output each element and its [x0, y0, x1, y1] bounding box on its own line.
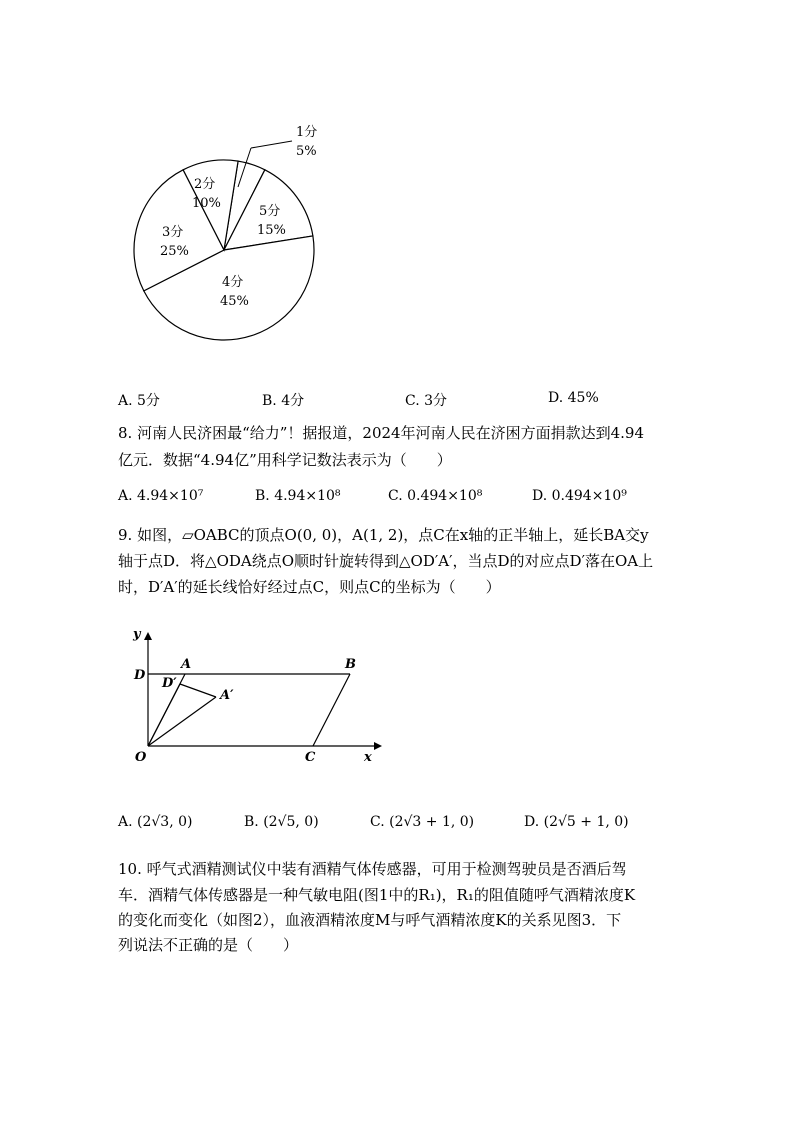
- segment-bc: [313, 674, 350, 746]
- q9-option-a[interactable]: A. (2√3, 0): [118, 814, 193, 830]
- q9-question-line-2: 轴于点D．将△ODA绕点O顺时针旋转得到△OD′A′，当点D的对应点D′落在OA上: [118, 552, 654, 570]
- q7-option-b[interactable]: B. 4分: [262, 393, 305, 409]
- pie-label-1-percent: 5%: [296, 144, 317, 159]
- pie-chart: [120, 115, 360, 350]
- q10-question-line-4: 列说法不正确的是（ ）: [118, 936, 299, 954]
- label-a: A: [181, 657, 192, 672]
- pie-label-2-percent: 10%: [192, 196, 221, 211]
- pie-label-1-name: 1分: [296, 125, 318, 140]
- y-axis-arrow-icon: [144, 632, 152, 640]
- pie-label-4-name: 4分: [222, 275, 244, 290]
- label-d: D: [134, 668, 146, 683]
- q7-option-c[interactable]: C. 3分: [405, 393, 448, 409]
- q9-geometry-figure: [128, 626, 388, 771]
- pie-label-3-name: 3分: [162, 225, 184, 240]
- pie-label-2-name: 2分: [194, 177, 216, 192]
- label-a-prime: A′: [220, 688, 234, 703]
- q8-option-d[interactable]: D. 0.494×10⁹: [532, 488, 627, 504]
- q9-option-c[interactable]: C. (2√3 + 1, 0): [370, 814, 475, 830]
- q8-option-a[interactable]: A. 4.94×10⁷: [118, 488, 204, 504]
- q8-question-line-2: 亿元．数据“4.94亿”用科学记数法表示为（ ）: [118, 451, 452, 469]
- pie-label-4-percent: 45%: [220, 294, 249, 309]
- q8-option-c[interactable]: C. 0.494×10⁸: [388, 488, 483, 504]
- segment-d1a1: [180, 684, 216, 697]
- x-axis-arrow-icon: [374, 742, 382, 750]
- segment-od1: [148, 684, 180, 746]
- label-d-prime: D′: [162, 676, 177, 691]
- q9-option-d[interactable]: D. (2√5 + 1, 0): [524, 814, 629, 830]
- label-o: O: [135, 750, 147, 765]
- label-y: y: [133, 627, 141, 642]
- q9-option-b[interactable]: B. (2√5, 0): [244, 814, 319, 830]
- q10-question-line-1: 10. 呼气式酒精测试仪中装有酒精气体传感器，可用于检测驾驶员是否酒后驾: [118, 860, 627, 878]
- pie-label-5-percent: 15%: [257, 223, 286, 238]
- q9-question-line-3: 时，D′A′的延长线恰好经过点C，则点C的坐标为（ ）: [118, 578, 501, 596]
- q7-option-d[interactable]: D. 45%: [548, 390, 599, 406]
- q10-question-line-3: 的变化而变化（如图2），血液酒精浓度M与呼气酒精浓度K的关系见图3．下: [118, 911, 622, 929]
- label-c: C: [305, 750, 316, 765]
- label-b: B: [345, 657, 356, 672]
- q8-option-b[interactable]: B. 4.94×10⁸: [255, 488, 341, 504]
- label-x: x: [364, 750, 372, 765]
- pie-label-5-name: 5分: [259, 204, 281, 219]
- pie-label-3-percent: 25%: [160, 244, 189, 259]
- pie-label-1-leader: [251, 141, 292, 148]
- q9-question-line-1: 9. 如图，▱OABC的顶点O(0, 0)，A(1, 2)，点C在x轴的正半轴上，延长BA交y: [118, 526, 649, 544]
- q10-question-line-2: 车．酒精气体传感器是一种气敏电阻(图1中的R₁)，R₁的阻值随呼气酒精浓度K: [118, 886, 636, 904]
- q8-question-line-1: 8. 河南人民济困最“给力”！据报道，2024年河南人民在济困方面捐款达到4.94: [118, 424, 644, 442]
- segment-oa1: [148, 697, 216, 746]
- q7-option-a[interactable]: A. 5分: [118, 393, 160, 409]
